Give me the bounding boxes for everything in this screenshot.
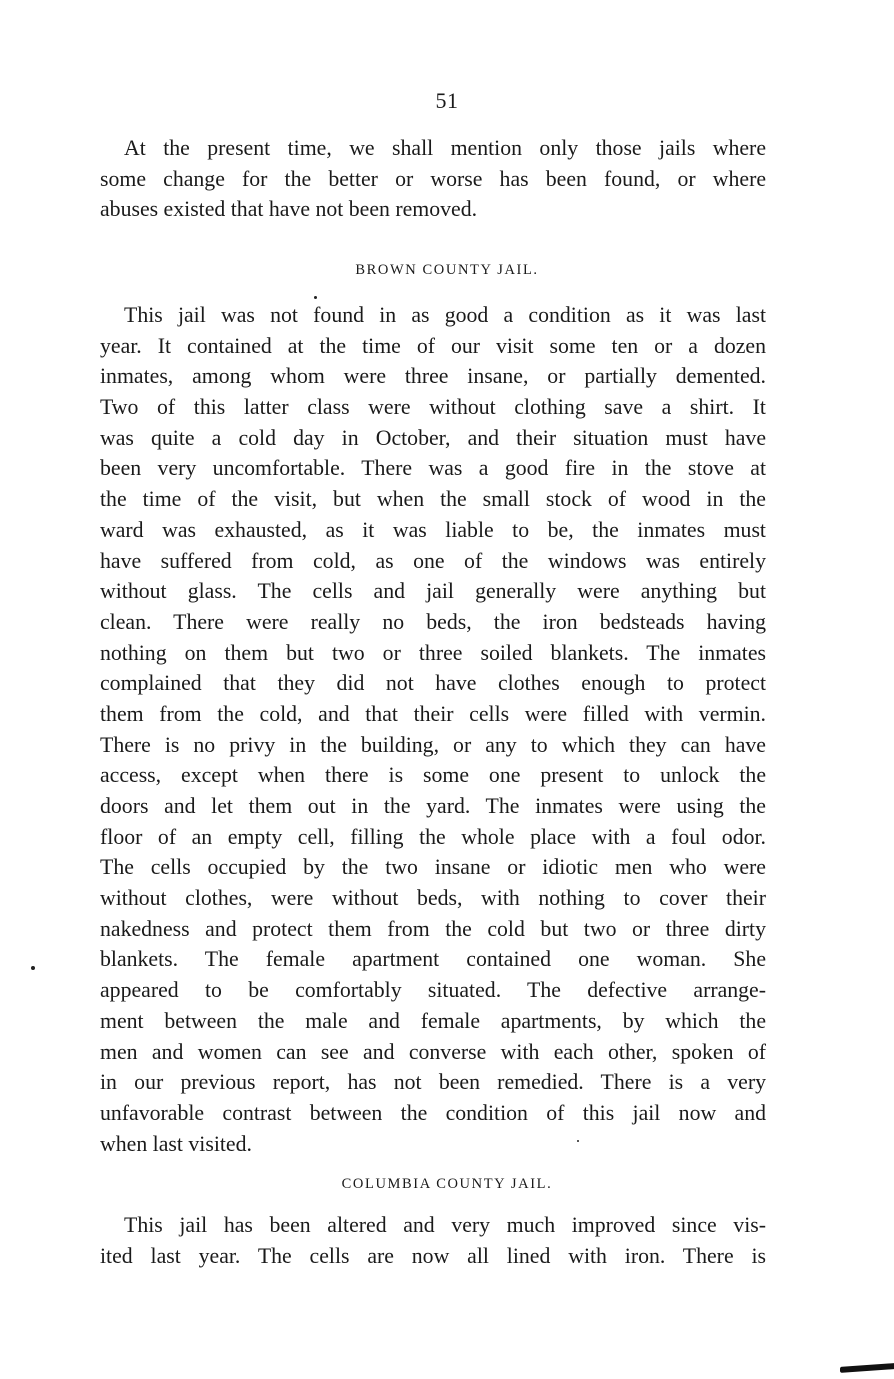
text-line: appeared to be comfortably situated. The defective arrange- — [100, 978, 766, 1003]
text-line: in our previous report, has not been remedied. There is a very — [100, 1070, 766, 1095]
text-line: without glass. The cells and jail generally were anything but — [100, 579, 766, 604]
brown-county-paragraph — [100, 300, 766, 1159]
text-line: some change for the better or worse has been found, or where — [100, 166, 766, 191]
section-heading-brown-county: BROWN COUNTY JAIL. — [355, 262, 539, 278]
text-line: nakedness and protect them from the cold but two or three dirty — [100, 916, 766, 941]
text-line: The cells occupied by the two insane or idiotic men who were — [100, 855, 766, 880]
text-line: abuses existed that have not been removed. — [100, 197, 478, 222]
text-line: floor of an empty cell, filling the whole place with a foul odor. — [100, 824, 766, 849]
scan-speck — [31, 966, 35, 970]
text-line: been very uncomfortable. There was a good fire in the stove at — [100, 456, 766, 481]
text-line: ited last year. The cells are now all lined with iron. There is — [100, 1243, 766, 1268]
text-line: nothing on them but two or three soiled blankets. The inmates — [100, 640, 766, 665]
text-line: There is no privy in the building, or any to which they can have — [100, 732, 766, 757]
text-line: without clothes, were without beds, with nothing to cover their — [100, 886, 766, 911]
text-line: unfavorable contrast between the condition of this jail now and — [100, 1100, 766, 1125]
text-line: ment between the male and female apartments, by which the — [100, 1008, 766, 1033]
text-line: blankets. The female apartment contained one woman. She — [100, 947, 766, 972]
text-line: This jail has been altered and very much improved since vis- — [124, 1213, 766, 1237]
text-line: clean. There were really no beds, the iron bedsteads having — [100, 609, 766, 634]
text-line: year. It contained at the time of our visit some ten or a dozen — [100, 333, 766, 358]
text-line: At the present time, we shall mention only those jails where — [124, 136, 766, 160]
text-line: inmates, among whom were three insane, or partially demented. — [100, 364, 766, 389]
section-heading-columbia-county: COLUMBIA COUNTY JAIL. — [341, 1176, 553, 1192]
columbia-county-paragraph — [100, 1210, 766, 1271]
text-line: This jail was not found in as good a condition as it was last — [124, 303, 766, 327]
text-line: was quite a cold day in October, and their situation must have — [100, 425, 766, 450]
scan-speck — [314, 296, 317, 299]
scan-speck — [577, 1140, 579, 1142]
page-number: 51 — [435, 88, 459, 113]
page-edge-mark — [840, 1363, 894, 1373]
text-line: have suffered from cold, as one of the windows was entirely — [100, 548, 766, 573]
text-line: when last visited. — [100, 1131, 252, 1156]
text-line: Two of this latter class were without clothing save a shirt. It — [100, 395, 766, 420]
intro-paragraph — [100, 133, 766, 225]
text-line: the time of the visit, but when the small stock of wood in the — [100, 487, 766, 512]
text-line: doors and let them out in the yard. The inmates were using the — [100, 794, 766, 818]
text-line: them from the cold, and that their cells were filled with vermin. — [100, 701, 766, 726]
text-line: ward was exhausted, as it was liable to be, the inmates must — [100, 517, 766, 542]
text-line: complained that they did not have clothes enough to protect — [100, 671, 766, 696]
text-line: access, except when there is some one present to unlock the — [100, 763, 766, 788]
text-line: men and women can see and converse with each other, spoken of — [100, 1039, 766, 1064]
